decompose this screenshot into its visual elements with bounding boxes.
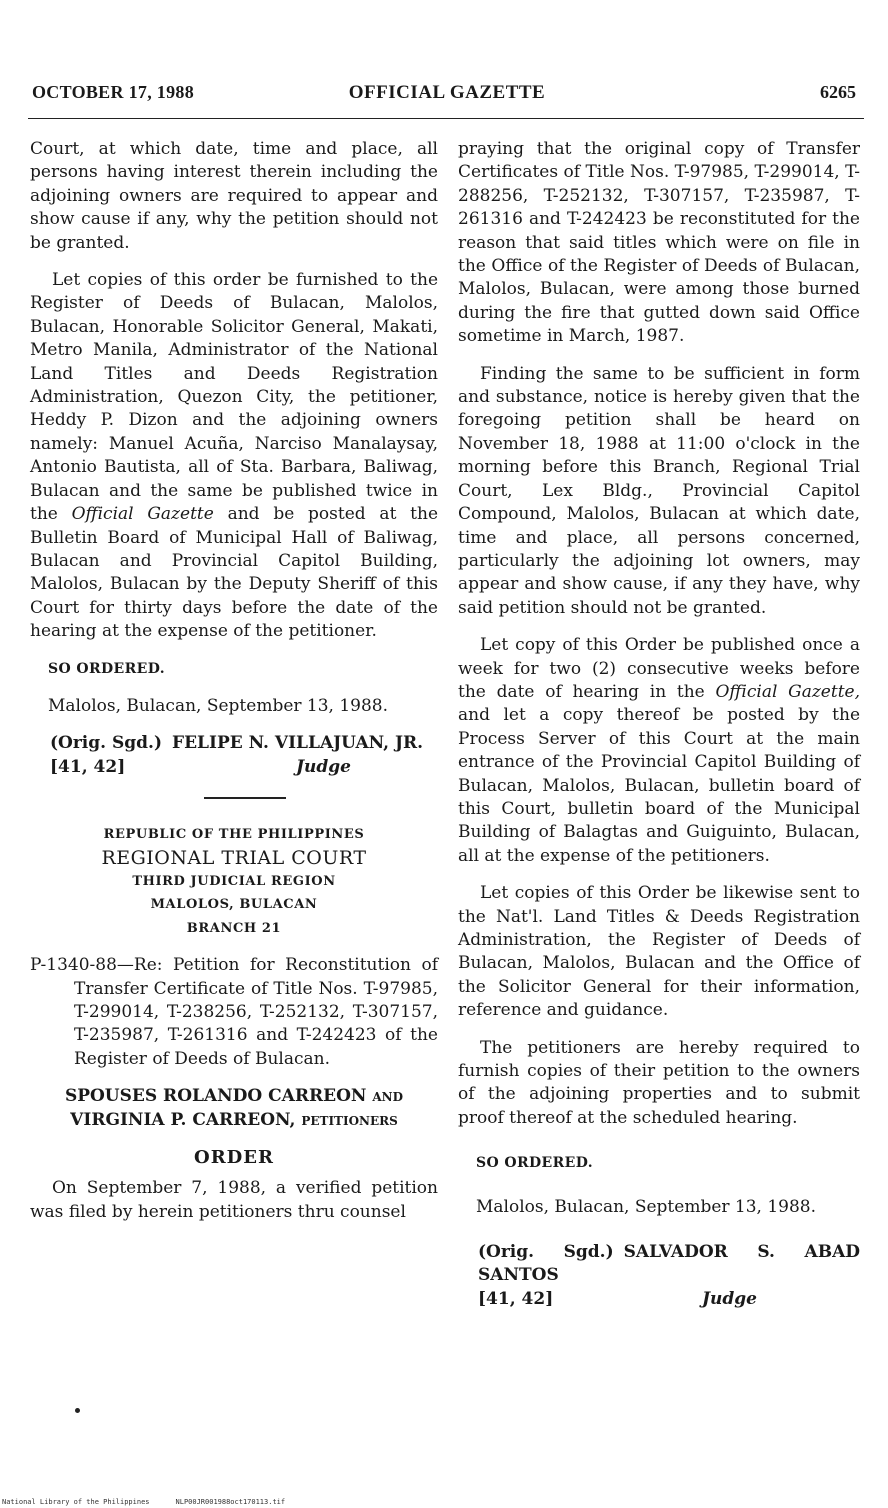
court-heading — [30, 823, 438, 940]
right-column — [458, 138, 860, 1311]
issue-date: OCTOBER 17, 1988 — [32, 82, 194, 102]
page-header — [32, 82, 862, 108]
right-paragraph-5: The petitioners are hereby required to furnish copies of their petition to the owners of the adjoining properties and to submit proof thereof at the scheduled hearing. — [458, 1037, 860, 1128]
court-name: REGIONAL TRIAL COURT — [101, 846, 367, 869]
signatory-right: SALVADOR S. ABAD SANTOS — [478, 1242, 860, 1286]
judicial-region: THIRD JUDICIAL REGION — [132, 873, 336, 889]
place-date-left: Malolos, Bulacan, September 13, 1988. — [48, 695, 389, 716]
case-caption: P-1340-88—Re: Petition for Reconstitution of Transfer Certificate of Title Nos. T-97985, T-299014, T-238256, T-252132, T-307157, T-235987, T-261316 and T-242423 of the Register of Deeds of Bulacan. — [30, 955, 438, 1069]
gazette-name: Official Gazette — [71, 504, 214, 525]
sig-label-right: (Orig. Sgd.) — [478, 1242, 614, 1263]
section-divider — [204, 797, 286, 799]
right-paragraph-2: Finding the same to be sufficient in form and substance, notice is hereby given that the foregoing petition shall be heard on November 18, 1988 at 11:00 o'clock in the morning before this Branch, Regional Trial Court, Lex Bldg., Provincial Capitol Compound, Malolos, Bulacan at which date, time and place, all persons concerned, particularly the adjoining lot owners, may appear and show cause, if any they have, why said petition should not be granted. — [458, 363, 860, 618]
order-title: ORDER — [194, 1147, 274, 1169]
right-paragraph-3: Let copy of this Order be published once a week for two (2) consecutive weeks before the date of hearing in the Official Gazette, and let a copy thereof be posted by the Process Server of this Court at the main entrance of the Provincial Capitol Building of Bulacan, Malolos, Bulacan, bulletin board of this Court, bulletin board of the Municipal Building of Balagtas and Guiguinto, Bulacan, all at the expense of the petitioners. — [458, 635, 860, 866]
parties: SPOUSES ROLANDO CARREON and VIRGINIA P. CARREON, petitioners — [64, 1086, 404, 1130]
sig-label-left: (Orig. Sgd.) — [50, 733, 163, 754]
stray-mark — [75, 1408, 80, 1413]
signature-right — [458, 1241, 860, 1311]
page-number: 6265 — [820, 82, 856, 102]
publication-title: OFFICIAL GAZETTE — [348, 82, 546, 103]
left-paragraph-3: On September 7, 1988, a verified petition was filed by herein petitioners thru counsel — [30, 1178, 438, 1222]
left-paragraph-1: Court, at which date, time and place, all persons having interest therein including the adjoining owners are required to appear and show cause if any, why the petition should not be granted. — [30, 139, 438, 253]
signatory-left: FELIPE N. VILLAJUAN, JR. — [172, 733, 424, 754]
right-paragraph-4: Let copies of this Order be likewise sent to the Nat'l. Land Titles & Deeds Registration Administration, the Register of Deeds of Bulacan, Malolos, Bulacan and the Office of the Solicitor General for their information, reference and guidance. — [458, 883, 860, 1021]
judge-title-left: Judge — [296, 756, 351, 777]
library-credit: National Library of the Philippines — [2, 1498, 150, 1506]
so-ordered-left: SO ORDERED. — [48, 660, 166, 677]
right-paragraph-1: praying that the original copy of Transfer Certificates of Title Nos. T-97985, T-299014, T-288256, T-252132, T-307157, T-235987, T-261316 and T-242423 be reconstituted for the reason that said titles which were on file in the Office of the Register of Deeds of Bulacan, Malolos, Bulacan, were among those burned during the fire that gutted down said Office sometime in March, 1987. — [458, 139, 860, 347]
judge-title-right: Judge — [702, 1288, 757, 1309]
ref-left: [41, 42] — [50, 756, 126, 777]
header-rule — [28, 118, 864, 119]
court-city: MALOLOS, BULACAN — [150, 897, 318, 913]
left-column — [30, 138, 438, 1224]
left-paragraph-2: Let copies of this order be furnished to the Register of Deeds of Bulacan, Malolos, Bulacan, Honorable Solicitor General, Makati, Metro Manila, Administrator of the National Land Titles and Deeds Registration Administration, Quezon City, the petitioner, Heddy P. Dizon and the adjoining owners namely: Manuel Acuña, Narciso Manalaysay, Antonio Bautista, all of Sta. Barbara, Baliwag, Bulacan and the same be published twice in the Official Gazette and be posted at the Bulletin Board of Municipal Hall of Baliwag, Bulacan and Provincial Capitol Building, Malolos, Bulacan by the Deputy Sheriff of this Court for thirty days before the date of the hearing at the expense of the petitioner. — [30, 270, 439, 642]
so-ordered-right: SO ORDERED. — [476, 1155, 594, 1172]
court-branch: BRANCH 21 — [186, 920, 282, 936]
republic-line: REPUBLIC OF THE PHILIPPINES — [103, 827, 365, 843]
gazette-name-right: Official Gazette, — [715, 681, 860, 702]
scan-footer — [2, 1498, 311, 1506]
ref-right: [41, 42] — [478, 1288, 554, 1309]
signature-left — [30, 732, 438, 779]
place-date-right: Malolos, Bulacan, September 13, 1988. — [476, 1196, 817, 1217]
scan-filename: NLP00JR001988oct170113.tif — [175, 1498, 286, 1506]
